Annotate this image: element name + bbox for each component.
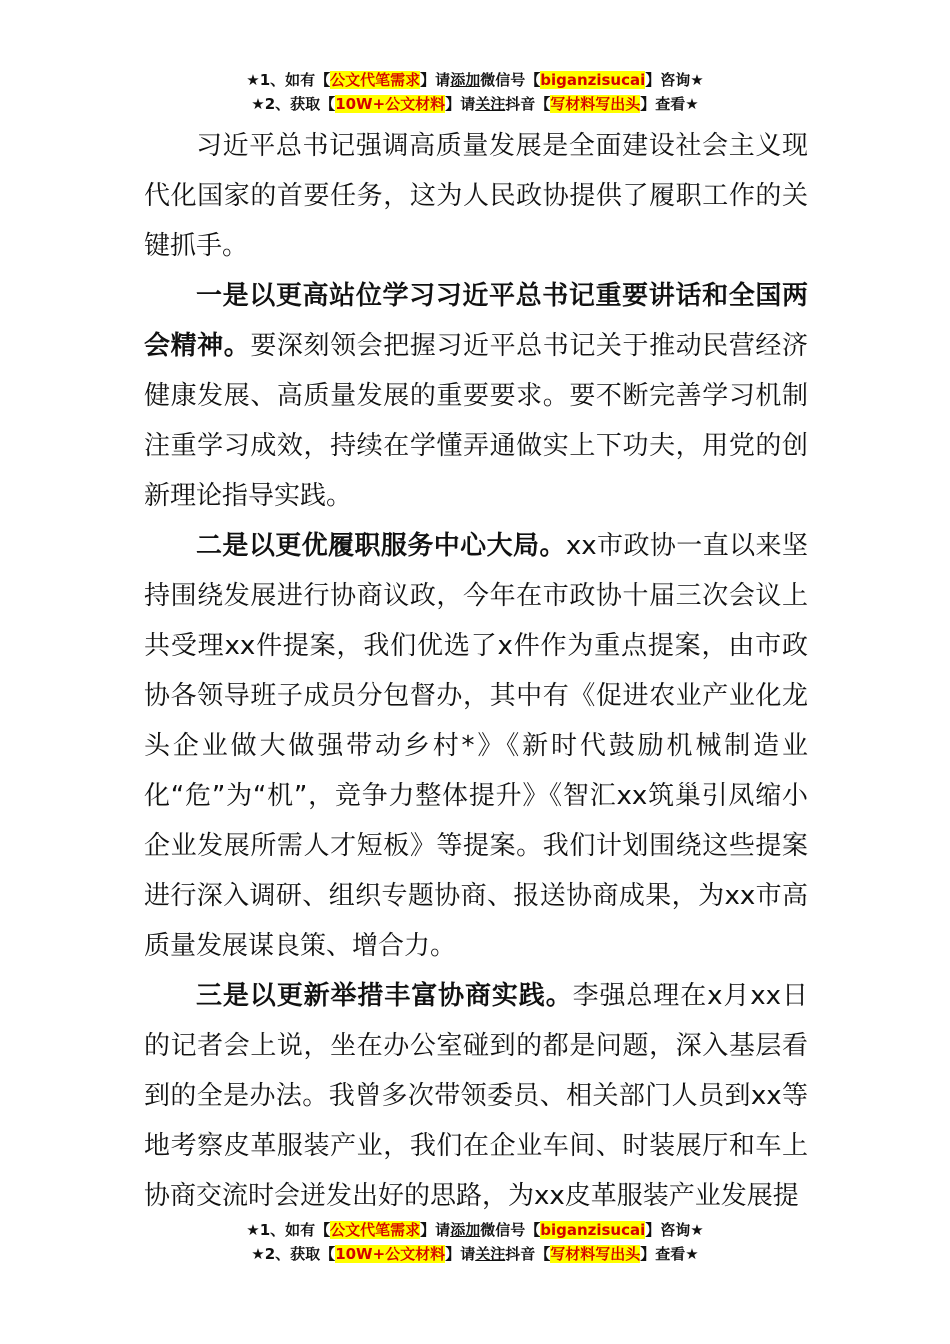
- banner-line-2: ★2、获取【10W+公文材料】请关注抖音【写材料写出头】查看★: [251, 1245, 699, 1263]
- section-body: xx市政协一直以来坚持围绕发展进行协商议政，今年在市政协十届三次会议上共受理xx件提案，我们优选了x件作为重点提案，由市政协各领导班子成员分包督办，其中有《促进农业产业化龙头企业做大做强带动乡村*》《新时代鼓励机械制造业化“危”为“机”，竞争力整体提升》《智汇xx筑巢引凤缩小企业发展所需人才短板》等提案。我们计划围绕这些提案进行深入调研、组织专题协商、报送协商成果，为xx市高质量发展谋良策、增合力。: [144, 531, 808, 961]
- highlight-douyin-account: 写材料写出头: [550, 1245, 641, 1263]
- section-paragraph: [144, 521, 808, 971]
- section-body: 要深刻领会把握习近平总书记关于推动民营经济健康发展、高质量发展的重要要求。要不断完善学习机制注重学习成效，持续在学懂弄通做实上下功夫，用党的创新理论指导实践。: [144, 331, 808, 511]
- footer-banner: [0, 1218, 950, 1266]
- intro-paragraph: 习近平总书记强调高质量发展是全面建设社会主义现代化国家的首要任务，这为人民政协提供了履职工作的关键抓手。: [144, 131, 808, 261]
- highlight-wechat-id: biganzisucai: [540, 1221, 646, 1239]
- section-paragraph: [144, 271, 808, 521]
- document-body: [144, 121, 808, 1221]
- highlight-douyin-account: 写材料写出头: [550, 95, 641, 113]
- highlight-service: 公文代笔需求: [330, 71, 421, 89]
- banner-line-1: ★1、如有【公文代笔需求】请添加微信号【biganzisucai】咨询★: [246, 1221, 704, 1239]
- section-lead: 三是以更新举措丰富协商实践。: [196, 981, 573, 1011]
- highlight-materials: 10W+公文材料: [335, 95, 446, 113]
- section-body: 李强总理在x月xx日的记者会上说，坐在办公室碰到的都是问题，深入基层看到的全是办法。我曾多次带领委员、相关部门人员到xx等地考察皮革服装产业，我们在企业车间、时装展厅和车上协商交流时会迸发出好的思路，为xx皮革服装产业发展提: [144, 981, 808, 1211]
- highlight-wechat-id: biganzisucai: [540, 71, 646, 89]
- section-lead: 二是以更优履职服务中心大局。: [196, 531, 566, 561]
- highlight-service: 公文代笔需求: [330, 1221, 421, 1239]
- highlight-materials: 10W+公文材料: [335, 1245, 446, 1263]
- header-banner: [0, 68, 950, 116]
- section-paragraph: [144, 971, 808, 1221]
- section-lead: 一是以更高站位学习习近平总书记重要讲话和全国两会精神。: [144, 281, 808, 361]
- banner-line-2: ★2、获取【10W+公文材料】请关注抖音【写材料写出头】查看★: [251, 95, 699, 113]
- banner-line-1: ★1、如有【公文代笔需求】请添加微信号【biganzisucai】咨询★: [246, 71, 704, 89]
